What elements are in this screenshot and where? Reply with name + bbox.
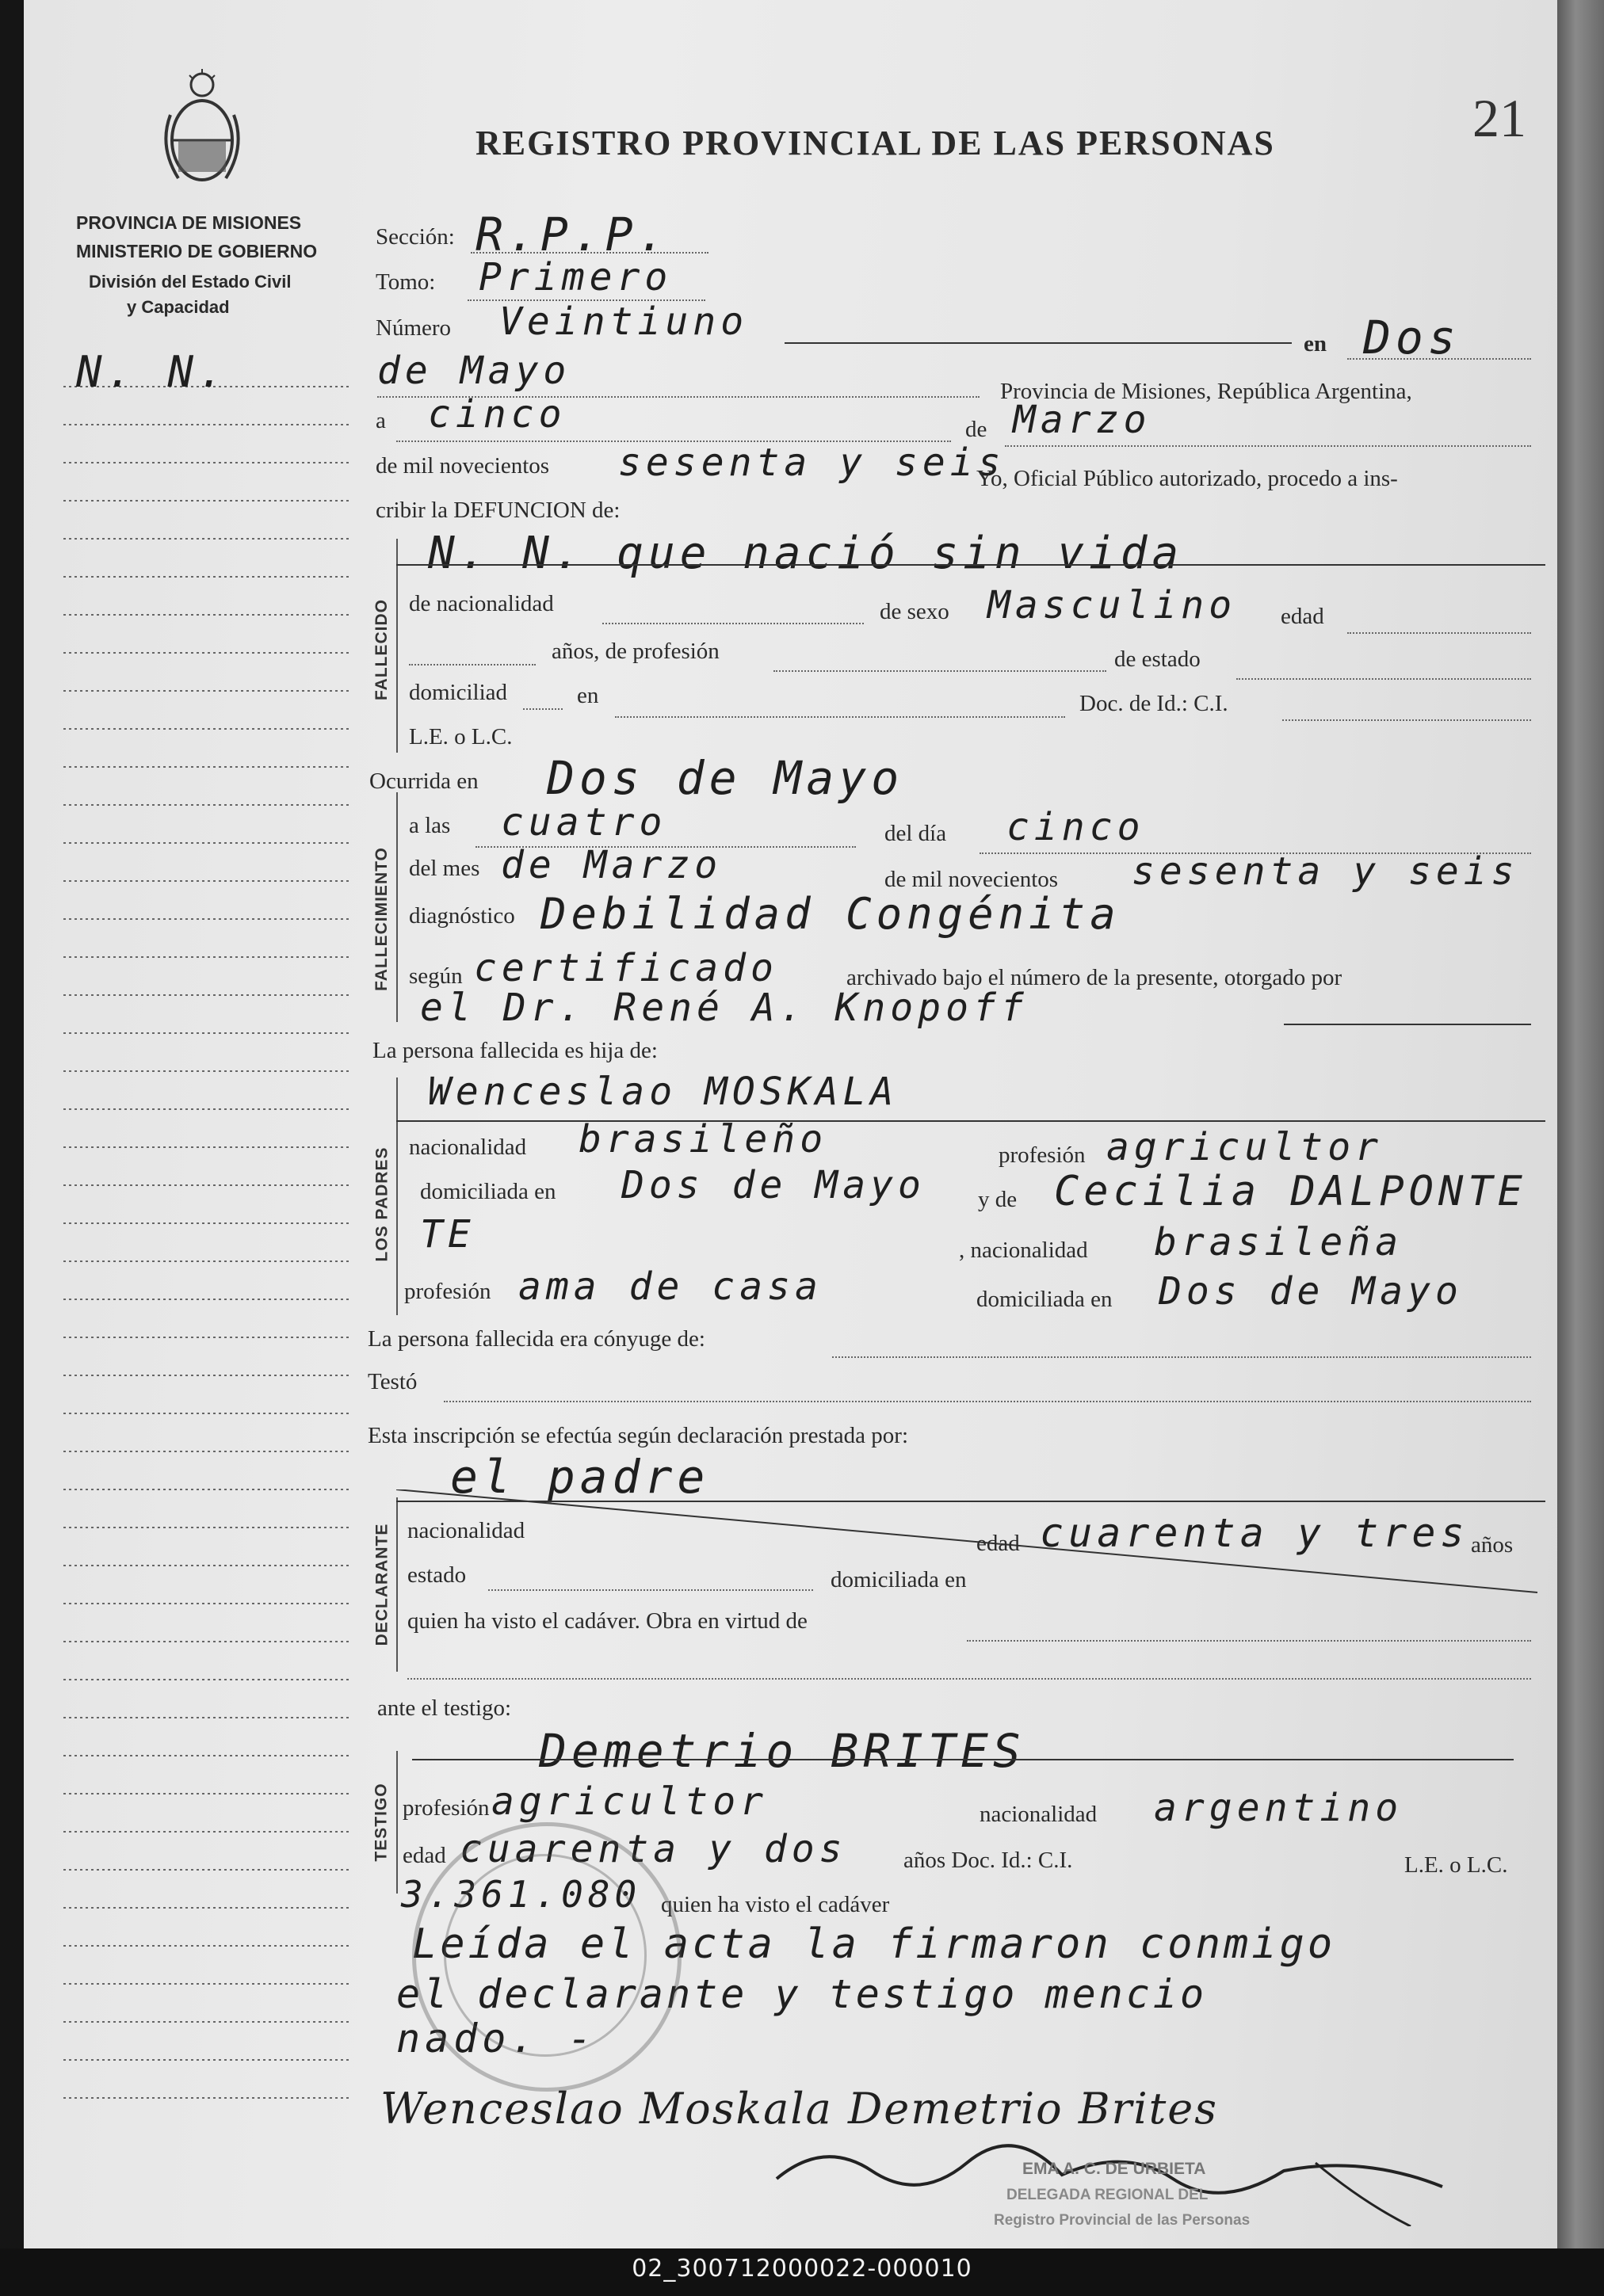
registrar-stamp-title: DELEGADA REGIONAL DEL bbox=[1006, 2187, 1209, 2203]
domiciliado-label: domiciliad bbox=[409, 680, 508, 705]
header-ministry: MINISTERIO DE GOBIERNO bbox=[76, 241, 318, 261]
padres-side-label: LOS PADRES bbox=[372, 1146, 391, 1262]
del-dia-value: cinco bbox=[1006, 805, 1145, 849]
dia-value: cinco bbox=[428, 392, 567, 437]
decl-nacionalidad-label: nacionalidad bbox=[407, 1518, 525, 1543]
declarante-side-label: DECLARANTE bbox=[372, 1523, 391, 1646]
conyuge-line bbox=[832, 1356, 1531, 1358]
tomo-label: Tomo: bbox=[376, 269, 436, 295]
declarante-edad-value: cuarenta y tres bbox=[1040, 1510, 1469, 1556]
header-province: PROVINCIA DE MISIONES bbox=[76, 212, 302, 233]
testo-label: Testó bbox=[368, 1369, 418, 1394]
cierre-line-3: nado. - bbox=[396, 2016, 597, 2061]
de-sexo-label: de sexo bbox=[880, 599, 949, 624]
testigo-profesion-value: agricultor bbox=[491, 1779, 768, 1824]
otorgado-line bbox=[1284, 1024, 1531, 1025]
padre-domicilio-value: Dos de Mayo bbox=[621, 1163, 926, 1207]
page-number: 21 bbox=[1472, 88, 1526, 148]
madre-nacionalidad-value: brasileña bbox=[1154, 1220, 1404, 1264]
doc-id-label: Doc. de Id.: C.I. bbox=[1079, 691, 1228, 716]
anos-line bbox=[409, 664, 536, 666]
tomo-value: Primero bbox=[479, 255, 673, 299]
segun-value: certificado bbox=[474, 946, 778, 990]
segun-label: según bbox=[409, 963, 463, 989]
ocurrida-label: Ocurrida en bbox=[369, 769, 479, 794]
coma-nacionalidad-label: , nacionalidad bbox=[959, 1238, 1088, 1263]
edad-label: edad bbox=[1281, 604, 1324, 629]
madre-profesion-value: ama de casa bbox=[518, 1264, 823, 1309]
conyuge-label: La persona fallecida era cónyuge de: bbox=[368, 1326, 705, 1352]
cierre-line-1: Leída el acta la firmaron conmigo bbox=[412, 1920, 1336, 1968]
cierre-line-2: el declarante y testigo mencio bbox=[396, 1971, 1208, 2017]
inscripcion-label: Esta inscripción se efectúa según declaración prestada por: bbox=[368, 1423, 909, 1448]
del-mes-label: del mes bbox=[409, 856, 480, 881]
test-edad-label: edad bbox=[403, 1843, 446, 1868]
ocurrida-value: Dos de Mayo bbox=[547, 751, 904, 805]
anos-label: años bbox=[1471, 1532, 1514, 1558]
profesion-label: profesión bbox=[999, 1142, 1086, 1168]
doc-id-line bbox=[1282, 719, 1531, 721]
lugar2-value: de Mayo bbox=[377, 349, 571, 393]
testigo-edad-value: cuarenta y dos bbox=[460, 1827, 847, 1871]
sexo-value: Masculino bbox=[987, 583, 1237, 627]
domicilio-line bbox=[615, 716, 1065, 718]
a-las-label: a las bbox=[409, 813, 451, 838]
testigo-nacionalidad-value: argentino bbox=[1154, 1786, 1404, 1830]
profesion-line bbox=[773, 670, 1106, 672]
diagnostico-value: Debilidad Congénita bbox=[540, 889, 1121, 939]
testigo-line bbox=[412, 1759, 1514, 1760]
en-label: en bbox=[1304, 331, 1327, 357]
domiciliada-en-label: domiciliada en bbox=[420, 1179, 556, 1204]
nombre-line bbox=[396, 564, 1545, 566]
de-estado-label: de estado bbox=[1114, 646, 1201, 672]
header-capacity: y Capacidad bbox=[127, 297, 230, 317]
lugar1-line bbox=[1347, 358, 1531, 360]
ante-testigo-label: ante el testigo: bbox=[377, 1695, 512, 1721]
official-seal-inner bbox=[444, 1854, 647, 2057]
fallecimiento-side-label: FALLECIMIENTO bbox=[372, 847, 391, 991]
signatures: Wenceslao Moskala Demetrio Brites bbox=[380, 2084, 1218, 2134]
decl-extra-line bbox=[407, 1678, 1531, 1680]
nacionalidad-label: nacionalidad bbox=[409, 1135, 527, 1160]
seccion-label: Sección: bbox=[376, 224, 455, 250]
numero-value: Veintiuno bbox=[499, 299, 749, 344]
domiciliado-line bbox=[523, 708, 563, 710]
testigo-side-label: TESTIGO bbox=[372, 1783, 391, 1862]
test-profesion-label: profesión bbox=[403, 1795, 490, 1821]
form-title: REGISTRO PROVINCIAL DE LAS PERSONAS bbox=[475, 124, 1275, 162]
test-anos-doc-label: años Doc. Id.: C.I. bbox=[903, 1848, 1073, 1873]
test-nacionalidad-label: nacionalidad bbox=[980, 1802, 1098, 1827]
padre-nacionalidad-value: brasileño bbox=[579, 1117, 828, 1161]
lugar1-value: Dos bbox=[1363, 311, 1461, 364]
mes-value: Marzo bbox=[1013, 398, 1151, 442]
header-division: División del Estado Civil bbox=[89, 272, 292, 292]
margin-note: N. N. bbox=[76, 347, 229, 397]
decl-edad-label: edad bbox=[976, 1531, 1020, 1556]
archivado-label: archivado bajo el número de la presente, otorgado por bbox=[846, 965, 1342, 990]
domiciliada-en2-label: domiciliada en bbox=[976, 1287, 1113, 1312]
numero-line bbox=[785, 342, 1292, 344]
profesion2-label: profesión bbox=[404, 1279, 491, 1304]
padre-value: Wenceslao MOSKALA bbox=[428, 1070, 899, 1114]
otorgado-value: el Dr. René A. Knopoff bbox=[420, 986, 1029, 1030]
edad-line bbox=[1347, 632, 1531, 634]
declarante-value: el padre bbox=[450, 1450, 710, 1504]
estado-line bbox=[1236, 678, 1531, 680]
a-las-value: cuatro bbox=[501, 800, 667, 845]
inscribir-label: cribir la DEFUNCION de: bbox=[376, 498, 621, 523]
y-de-label: y de bbox=[978, 1187, 1018, 1212]
mes-line bbox=[1005, 445, 1531, 447]
de-nacionalidad-label: de nacionalidad bbox=[409, 591, 554, 616]
testigo-ci-value: 3.361.080 bbox=[401, 1873, 642, 1916]
del-dia-label: del día bbox=[884, 821, 947, 846]
diagnostico-label: diagnóstico bbox=[409, 903, 515, 929]
numero-label: Número bbox=[376, 315, 452, 341]
provincia-label: Provincia de Misiones, República Argentina, bbox=[1000, 379, 1412, 404]
madre-cont-value: TE bbox=[420, 1212, 475, 1257]
le-lc-label: L.E. o L.C. bbox=[409, 724, 513, 749]
en-label-2: en bbox=[577, 683, 599, 708]
de-mil-label: de mil novecientos bbox=[376, 453, 550, 479]
registrar-stamp-name: EMA A. C. DE URBIETA bbox=[1022, 2160, 1206, 2178]
madre-domicilio-value: Dos de Mayo bbox=[1159, 1269, 1463, 1314]
margin-lines bbox=[63, 333, 349, 2123]
anos-profesion-label: años, de profesión bbox=[552, 639, 720, 664]
quien-ha-visto-label: quien ha visto el cadáver. Obra en virtud de bbox=[407, 1608, 808, 1634]
a-label: a bbox=[376, 408, 386, 433]
decl-domiciliada-label: domiciliada en bbox=[831, 1567, 967, 1592]
obra-line bbox=[967, 1640, 1531, 1642]
anio-fallec-value: sesenta y seis bbox=[1132, 849, 1519, 894]
nacionalidad-line bbox=[602, 623, 864, 624]
hija-de-label: La persona fallecida es hija de: bbox=[372, 1038, 658, 1063]
de-label: de bbox=[965, 417, 987, 442]
de-mil-nov-label: de mil novecientos bbox=[884, 867, 1059, 892]
decl-estado-line bbox=[488, 1589, 813, 1591]
fallecido-side-label: FALLECIDO bbox=[372, 599, 391, 700]
nombre-value: N. N. que nació sin vida bbox=[428, 528, 1184, 579]
testigo-value: Demetrio BRITES bbox=[539, 1724, 1025, 1778]
testo-line bbox=[444, 1401, 1531, 1402]
coat-of-arms-icon bbox=[155, 67, 250, 194]
seccion-line bbox=[471, 252, 708, 254]
padre-line bbox=[396, 1120, 1545, 1122]
test-quien-label: quien ha visto el cadáver bbox=[661, 1892, 890, 1917]
book-binding bbox=[1557, 0, 1604, 2248]
image-identifier: 02_300712000022-000010 bbox=[632, 2255, 972, 2283]
yo-oficial-label: Yo, Oficial Público autorizado, procedo a ins- bbox=[976, 466, 1398, 491]
seccion-value: R.P.P. bbox=[475, 208, 670, 261]
del-mes-value: de Marzo bbox=[501, 843, 723, 887]
registrar-stamp-office: Registro Provincial de las Personas bbox=[994, 2212, 1251, 2229]
anio-value: sesenta y seis bbox=[618, 441, 1006, 485]
test-le-label: L.E. o L.C. bbox=[1404, 1852, 1508, 1878]
padre-profesion-value: agricultor bbox=[1106, 1125, 1383, 1169]
madre-value: Cecilia DALPONTE bbox=[1054, 1168, 1527, 1215]
estado-label: estado bbox=[407, 1562, 467, 1588]
